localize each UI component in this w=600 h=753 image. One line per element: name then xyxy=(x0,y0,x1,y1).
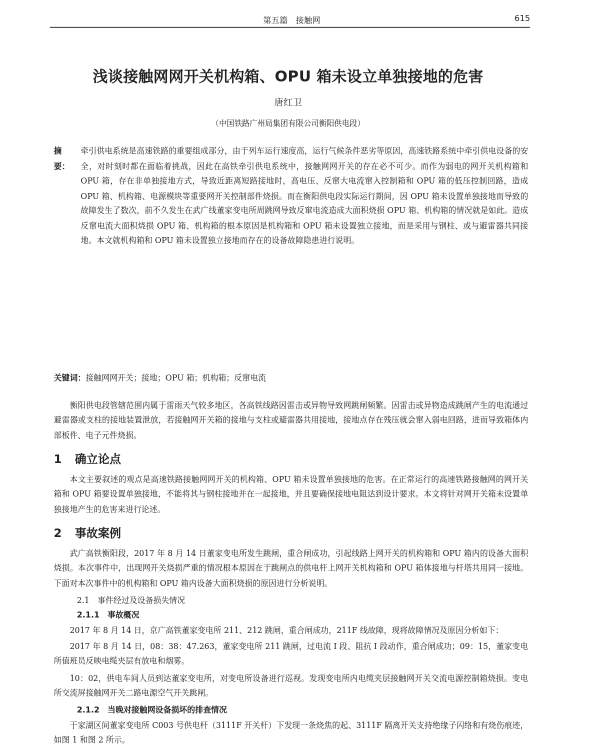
keywords-text: 接触网网开关；接地；OPU 箱；机构箱；反窜电流 xyxy=(85,372,267,383)
abstract xyxy=(54,144,528,249)
affiliation: （中国铁路广州局集团有限公司衡阳供电段） xyxy=(211,119,365,128)
header-section: 第五篇 接触网 xyxy=(263,16,321,26)
section-2-body-2 xyxy=(54,623,528,638)
section-2-body-5 xyxy=(54,718,528,748)
section-1-body xyxy=(54,472,528,516)
section-1-paragraph: 本文主要叙述的观点是高速铁路接触网网开关的机构箱、OPU 箱未设置单独接地的危害。在正常运行的高速铁路接触网的网开关箱和 OPU 箱要设置单独接地，不能将其与钢柱接地并在一起接地，并且要确保接地电阻达到设计要求。本文将针对网开关箱未设置单独接地产生的危害来进行论述。 xyxy=(53,474,529,514)
section-1-heading xyxy=(54,450,121,466)
section-2-paragraph-5: 于家湖区间董家变电所 C003 号供电杆（3111F 开关杆）下发现一条烧焦的起、3111F 隔离开关支持绝缘子闪络和有烧伤痕迹，如图 1 和图 2 所示。 xyxy=(53,720,529,745)
section-2-title: 事故案例 xyxy=(74,526,122,540)
article-title: 浅谈接触网网开关机构箱、OPU 箱未设立单独接地的危害 xyxy=(92,68,484,86)
subsection-2-1-2: 2.1.2 当晚对接触网设备损坏的排查情况 xyxy=(76,704,227,715)
section-2-paragraph-1: 武广高铁衡阳段，2017 年 8 月 14 日董家变电所发生跳闸，重合闸成功，引起线路上网开关的机构箱和 OPU 箱内的设备大面积烧损。本次事件中，出现网开关烧损严重的情况根本原因在于跳闸点的供电杆上网开关机构箱和 OPU 箱体接地与杆塔共用同一接地。下面对本次事件中的机构箱和 OPU 箱内设备大面积烧损的原因进行分析说明。 xyxy=(53,548,529,588)
running-header xyxy=(50,6,530,28)
author: 唐红卫 xyxy=(274,97,302,109)
section-2-paragraph-4: 10：02，供电车间人员到达董家变电所，对变电所设备进行巡视。发现变电所内电缆夹层接触网开关交流电源控制箱烧损。变电所交流屏接触网开关二路电源空气开关跳闸。 xyxy=(53,673,529,698)
intro-block xyxy=(54,399,528,443)
intro-paragraph: 衡阳供电段管辖范围内属于雷雨天气较多地区，各高铁线路因雷击或异物导致网跳闸频繁。因雷击或异物造成跳闸产生的电流通过避雷器或支柱的接地装置泄放，若接触网开关箱的接地与支柱或避雷器共用接地，接地点存在残压就会窜入弱电回路，进而导致箱体内部板件、电子元件烧损。 xyxy=(53,400,529,440)
section-2-heading xyxy=(54,524,121,540)
subsection-2-1-1: 2.1.1 事故概况 xyxy=(76,609,140,620)
section-2-paragraph-3: 2017 年 8 月 14 日，08：38：47.263，董家变电所 211 跳闸，过电流 I 段、阻抗 I 段动作，重合闸成功；09：15，董家变电所值班员反映电缆夹层有放电和烟雾。 xyxy=(53,641,529,666)
keywords-label: 关键词： xyxy=(53,372,86,383)
subsection-2-1: 2.1 事件经过及设备损失情况 xyxy=(76,595,186,605)
section-1-title: 确立论点 xyxy=(74,452,122,466)
page-number: 615 xyxy=(514,14,531,25)
keywords xyxy=(54,371,528,385)
abstract-text: 牵引供电系统是高速铁路的重要组成部分，由于列车运行速度高，运行气候条件恶劣等原因，高速铁路系统中牵引供电设备的安全，对时刻时都在面临着挑战，因此在高铁牵引供电系统中，接触网网开关的存在必不可少。而作为弱电的网开关机构箱和 OPU 箱，存在非单独接地方式，导致近距离短路接地时，高电压、反窜大电流窜入控制箱和 OPU 箱的低压控制回路，造成 OPU 箱、机构箱、电源模块等重要网开关控制部件烧损。而在衡阳供电段实际运行期间，因 OPU 箱未设置单独接地而导致的故障发生了数次，前不久发生在武广线董家变电所周跳网导致反窜电流造成大面积烧损 OPU 箱、机构箱的情况就是如此。造成反窜电流大面积烧损 OPU 箱、机构箱的根本原因是机构箱和 OPU 箱未设置独立接地，而是采用与钢柱、或与避雷器共同接地。本文就机构箱和 OPU 箱未设置独立接地而存在的设备故障隐患进行说明。 xyxy=(80,145,529,246)
section-1-number: 1 xyxy=(53,452,62,466)
section-2-paragraph-2: 2017 年 8 月 14 日，京广高铁董家变电所 211、212 跳闸，重合闸成功，211F 线故障，现将故障情况及原因分析如下： xyxy=(69,625,504,635)
section-2-number: 2 xyxy=(53,526,62,540)
abstract-label: 摘 要： xyxy=(53,145,70,171)
section-2-body-1 xyxy=(54,546,528,590)
section-2-body-4 xyxy=(54,671,528,701)
section-2-body-3 xyxy=(54,640,528,670)
